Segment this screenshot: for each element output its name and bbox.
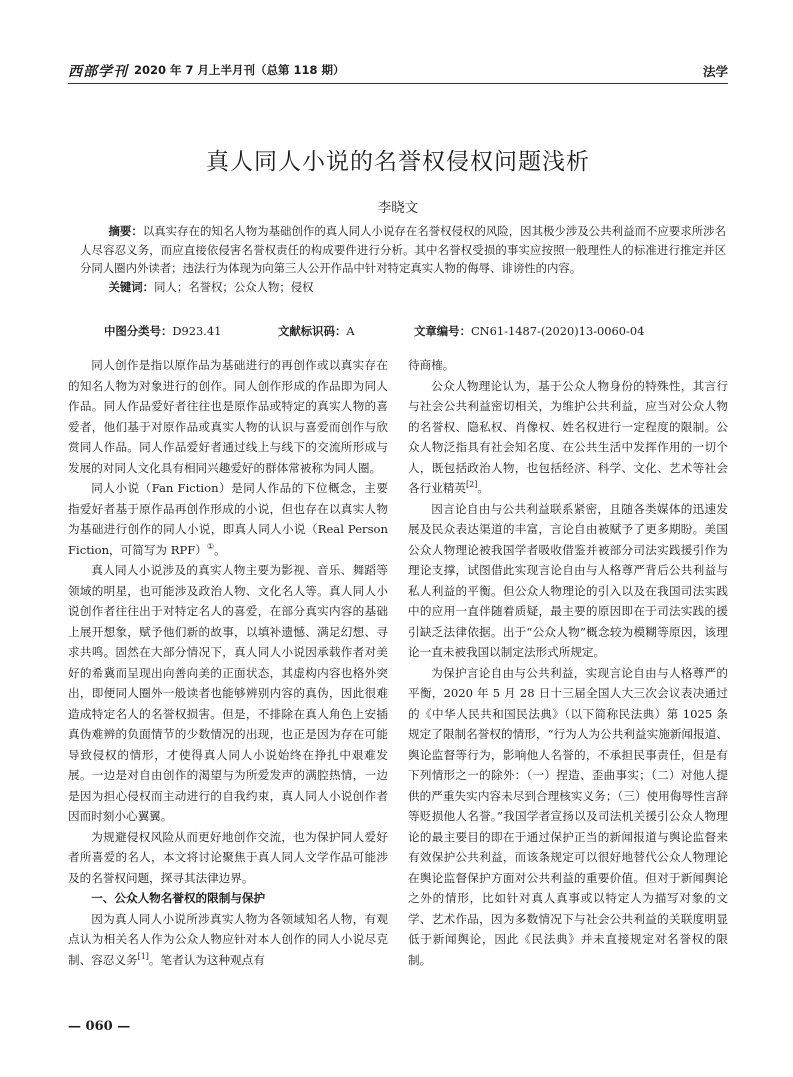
body-paragraph: 同人小说（Fan Fiction）是同人作品的下位概念，主要指爱好者基于原作品再创作形成的小说，但也存在以真实人物为基础进行创作的同人小说，即真人同人小说（Real Person Fiction，可简写为 RPF）①。: [68, 481, 388, 557]
body-column-left: [68, 355, 388, 970]
body-paragraph: 公众人物理论认为，基于公众人物身份的特殊性，其言行与社会公共利益密切相关，为维护公共利益，应当对公众人物的名誉权、隐私权、肖像权、姓名权进行一定程度的限制。公众人物泛指具有社会知名度、在公共生活中发挥作用的一切个人，既包括政治人物，也包括经济、科学、文化、艺术等社会各行业精英[2]。: [408, 378, 728, 495]
citation-marker: [1]: [137, 951, 149, 961]
page-number: — 060 —: [68, 1019, 131, 1034]
body-paragraph: 真人同人小说涉及的真实人物主要为影视、音乐、舞蹈等领域的明星，也可能涉及政治人物、文化名人等。真人同人小说创作者往往出于对特定名人的喜爱，在部分真实内容的基础上展开想象，赋予他们新的故事，以填补遗憾、满足幻想、寻求共鸣。固然在大部分情况下，真人同人小说因承载作者对美好的希冀而呈现出向善向美的正面状态，其虚构内容也格外突出，即便同人圈外一般读者也能够辨别内容的真伪，因此很难造成特定名人的名誉权损害。但是，不排除在真人角色上安插真伪难辨的负面情节的少数情况的出现，也正是因为存在可能导致侵权的情形，才使得真人同人小说始终在挣扎中艰难发展。一边是对自由创作的渴望与为所爱发声的满腔热情，一边是因为担心侵权而主动进行的自我约束，真人同人小说创作者因而时刻小心翼翼。: [68, 563, 388, 823]
article-meta: [104, 323, 704, 341]
body-paragraph: 为规避侵权风险从而更好地创作交流，也为保护同人爱好者所喜爱的名人，本文将讨论聚焦于真人同人文学作品可能涉及的名誉权问题，探寻其法律边界。: [68, 829, 388, 885]
citation-marker: [2]: [465, 480, 478, 490]
keywords: [80, 278, 726, 297]
article-number: 文章编号：CN61-1487-(2020)13-0060-04: [414, 324, 645, 338]
footnote-marker: ①: [206, 541, 215, 551]
journal-logo: 西部学刊: [68, 64, 128, 80]
body-paragraph: 因为真人同人小说所涉真实人物为各领域知名人物，有观点认为相关名人作为公众人物应针对本人创作的同人小说尽克制、容忍义务[1]。笔者认为这种观点有: [68, 911, 388, 967]
body-paragraph-continued: 待商榷。: [408, 358, 455, 372]
journal-issue: 2020 年 7 月上半月刊（总第 118 期）: [134, 63, 345, 77]
abstract: [80, 222, 726, 278]
section-heading: 一、公众人物名誉权的限制与保护: [91, 891, 266, 905]
article-title: 真人同人小说的名誉权侵权问题浅析: [206, 149, 590, 175]
document-code: 文献标识码：A: [278, 324, 355, 338]
header-rule: [68, 83, 728, 84]
author-name: 李晓文: [377, 200, 419, 216]
running-header: [68, 60, 728, 82]
abstract-text: 以真实存在的知名人物为基础创作的真人同人小说存在名誉权侵权的风险，因其极少涉及公共利益而不应要求所涉名人尽容忍义务，而应直接依侵害名誉权责任的构成要件进行分析。其中名誉权受损的事实应按照一般理性人的标准进行推定并区分同人圈内外读者；违法行为体现为向第三人公开作品中针对特定真实人物的侮辱、诽谤性的内容。: [80, 224, 726, 276]
clc-code: 中图分类号：D923.41: [104, 324, 222, 338]
body-paragraph: 同人创作是指以原作品为基础进行的再创作或以真实存在的知名人物为对象进行的创作。同人创作形成的作品即为同人作品。同人作品爱好者往往也是原作品或特定的真实人物的喜爱者，他们基于对原作品或真实人物的认识与喜爱而创作与欣赏同人作品。同人作品爱好者通过线上与线下的交流所形成与发展的对同人文化具有相同兴趣爱好的群体常被称为同人圈。: [68, 358, 388, 475]
section-name: 法学: [702, 64, 728, 79]
abstract-label: 摘要：: [108, 224, 143, 238]
body-column-right: [408, 355, 728, 970]
keywords-text: 同人；名誉权；公众人物；侵权: [154, 279, 314, 294]
keywords-label: 关键词：: [108, 279, 155, 294]
abstract-block: [80, 222, 726, 296]
body-paragraph: 为保护言论自由与公共利益，实现言论自由与人格尊严的平衡，2020 年 5 月 28 日十三届全国人大三次会议表决通过的《中华人民共和国民法典》（以下简称民法典）第 1025 条规定了限制名誉权的情形，“行为人为公共利益实施新闻报道、舆论监督等行为，影响他人名誉的，不承担民事责任，但是有下列情形之一的除外：（一）捏造、歪曲事实；（二）对他人提供的严重失实内容未尽到合理核实义务；（三）使用侮辱性言辞等贬损他人名誉。”我国学者宣扬以及司法机关援引公众人物理论的最主要目的即在于通过保护正当的新闻报道与舆论监督来有效保护公共利益，而该条规定可以很好地替代公众人物理论在舆论监督保护方面对公共利益的重要价值。但对于新闻舆论之外的情形，比如针对真人真事或以特定人为描写对象的文学、艺术作品，因为多数情况下与社会公共利益的关联度明显低于新闻舆论，因此《民法典》并未直接规定对名誉权的限制。: [408, 665, 728, 967]
body-paragraph: 因言论自由与公共利益联系紧密，且随各类媒体的迅速发展及民众表达渠道的丰富，言论自由被赋予了更多期盼。美国公众人物理论被我国学者吸收借鉴并被部分司法实践援引作为理论支撑，试图借此实现言论自由与人格尊严背后公共利益与私人利益的平衡。但公众人物理论的引入以及在我国司法实践中的应用一直伴随着质疑，最主要的原因即在于司法实践的援引缺乏法律依据。出于“公众人物”概念较为模糊等原因，该理论一直未被我国以制定法形式所规定。: [408, 501, 728, 659]
